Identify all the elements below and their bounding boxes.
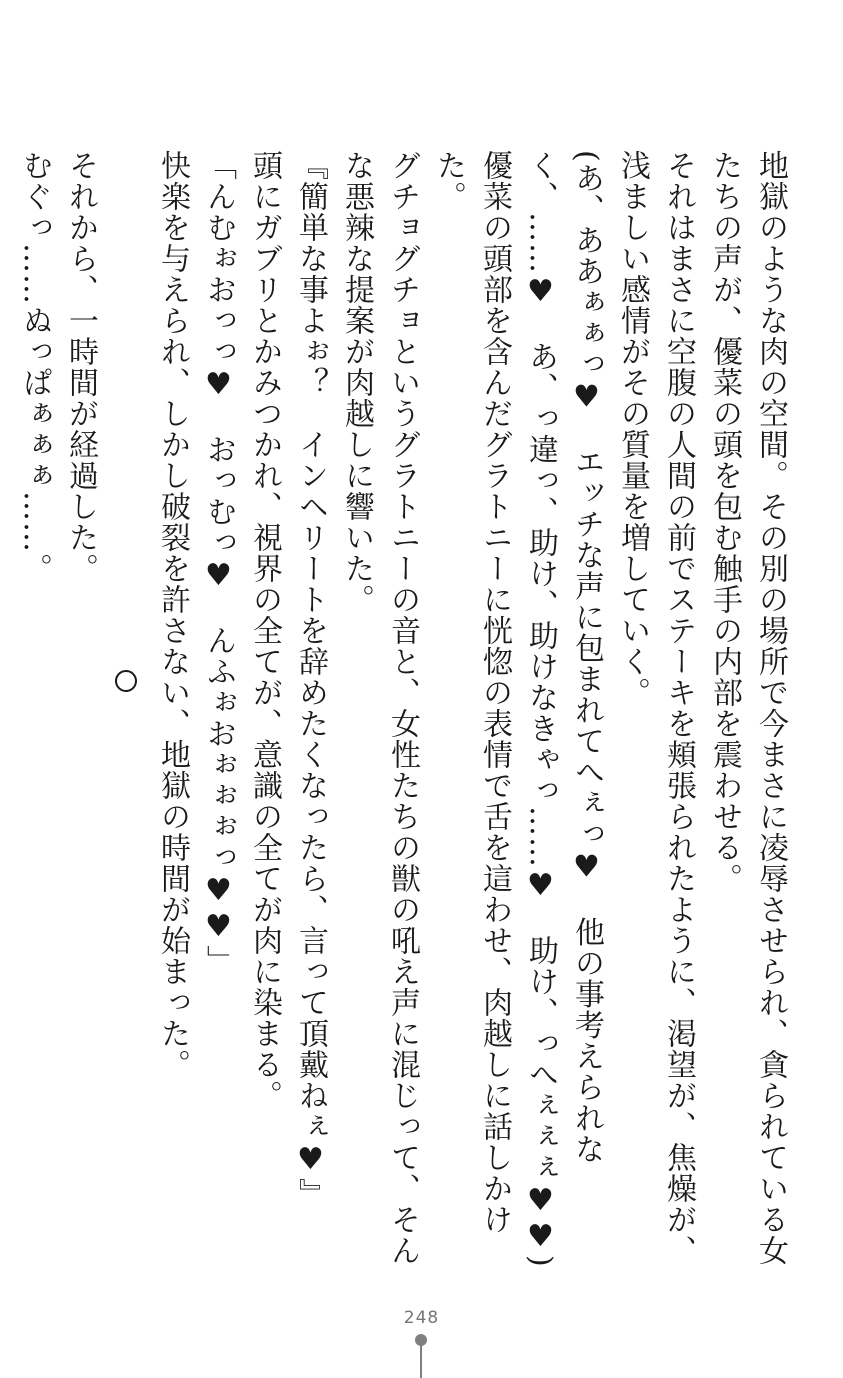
scene-break [103, 150, 149, 1270]
paragraph: それから、一時間が経過した。 [63, 150, 98, 584]
vertical-text-body [17, 150, 793, 1270]
paragraph: 『簡単な事よぉ？ インヘリートを辞めたくなったら、言って頂戴ねぇ♥』 [293, 150, 328, 1209]
paragraph: 優菜の頭部を含んだグラトニーに恍惚の表情で舌を這わせ、肉越しに話しかけた。 [431, 150, 512, 1235]
paragraph: 快楽を与えられ、しかし破裂を許さない、地獄の時間が始まった。 [155, 150, 190, 1080]
paragraph: (あ、ああぁぁっ♥ エッチな声に包まれてへぇっ♥ 他の事考えられなく、……♥ あ、っ違っ、助け、助けなきゃっ……♥ 助け、っへぇぇぇ♥♥) [523, 150, 604, 1268]
scene-break-circle-icon [115, 670, 137, 692]
paragraph: 頭にガブリとかみつかれ、視界の全てが、意識の全てが肉に染まる。 [247, 150, 282, 1111]
paragraph: 地獄のような肉の空間。その別の場所で今まさに凌辱させられ、貪られている女たちの声が、優菜の頭を包む触手の内部を震わせる。 [707, 150, 788, 1266]
paragraph: グチョグチョというグラトニーの音と、女性たちの獣の吼え声に混じって、そんな悪辣な提案が肉越しに響いた。 [339, 150, 420, 1266]
page-number: 248 [403, 1308, 440, 1328]
page-marker-line [420, 1345, 422, 1378]
paragraph: むぐっ……ぬっぱぁぁぁ……。 [17, 150, 52, 584]
paragraph: 「んむぉおっっ♥ おっむっ♥ んふぉおぉぉぉっ♥♥」 [201, 150, 236, 976]
paragraph: それはまさに空腹の人間の前でステーキを頬張られたように、渇望が、焦燥が、浅ましい感情がその質量を増していく。 [615, 150, 696, 1266]
